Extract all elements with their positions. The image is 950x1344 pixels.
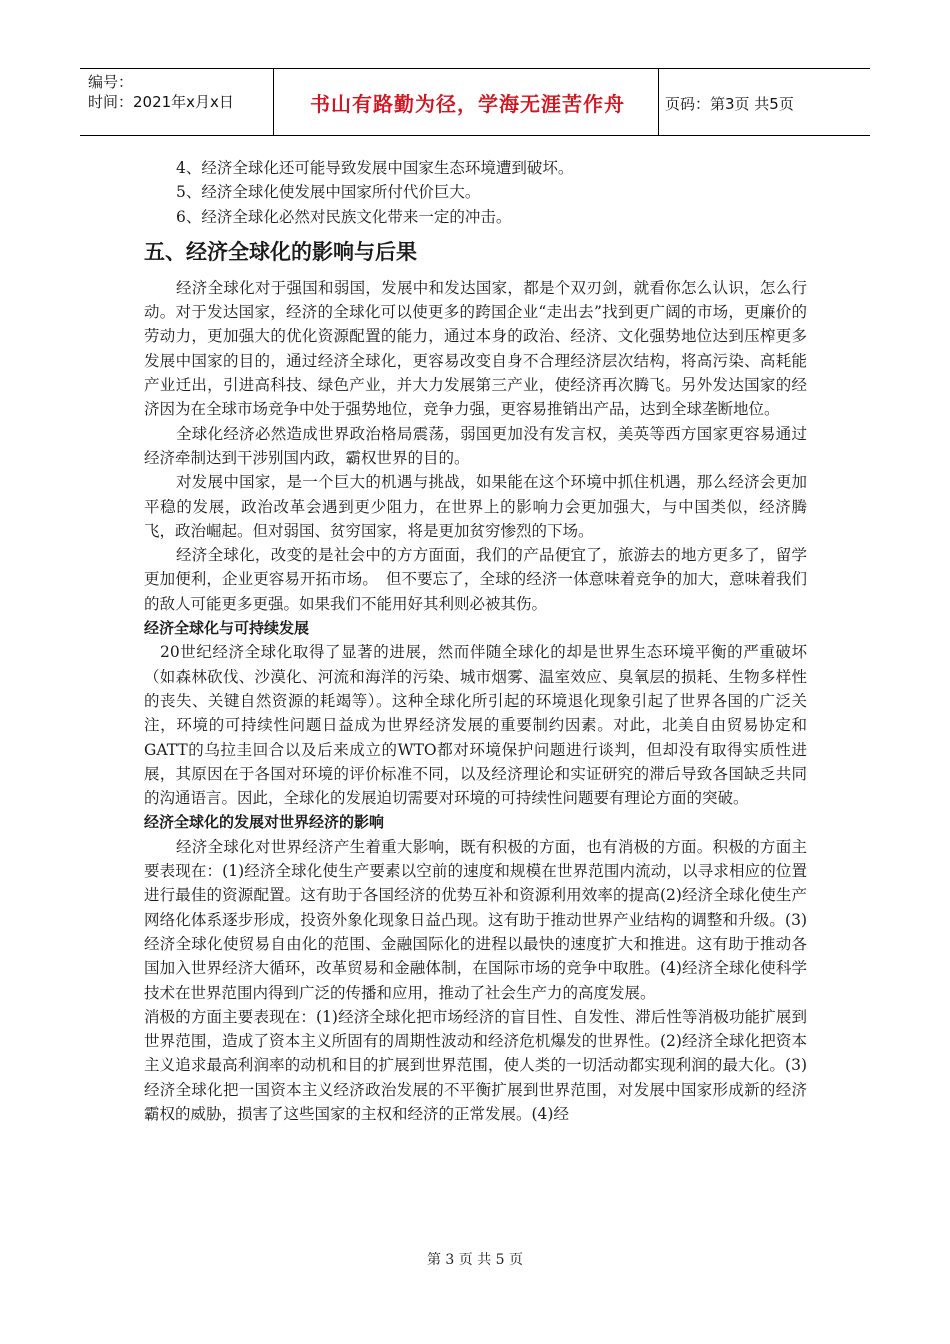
paragraph: 经济全球化对于强国和弱国，发展中和发达国家，都是个双刃剑，就看你怎么认识，怎么行动。对于发达国家，经济的全球化可以使更多的跨国企业“走出去”找到更广阔的市场，更廉价的劳动力，更加强大的优化资源配置的能力，通过本身的政治、经济、文化强势地位达到压榨更多发展中国家的目的，通过经济全球化，更容易改变自身不合理经济层次结构，将高污染、高耗能产业迁出，引进高科技、绿色产业，并大力发展第三产业，使经济再次腾飞。另外发达国家的经济因为在全球市场竞争中处于强势地位，竞争力强，更容易推销出产品，达到全球垄断地位。	[144, 278, 807, 419]
document-body	[144, 156, 807, 1126]
header-divider	[273, 69, 274, 135]
paragraph-sustainability: 20世纪经济全球化取得了显著的进展，然而伴随全球化的却是世界生态环境平衡的严重破坏（如森林砍伐、沙漠化、河流和海洋的污染、城市烟雾、温室效应、臭氧层的损耗、生物多样性的丧失、关键自然资源的耗竭等）。这种全球化所引起的环境退化现象引起了世界各国的广泛关注，环境的可持续性问题日益成为世界经济发展的重要制约因素。对此，北美自由贸易协定和GATT的乌拉圭回合以及后来成立的WTO都对环境保护问题进行谈判，但却没有取得实质性进展，其原因在于各国对环境的评价标准不同，以及经济理论和实证研究的滞后导致各国缺乏共同的沟通语言。因此，全球化的发展迫切需要对环境的可持续性问题要有理论方面的突破。	[144, 643, 807, 808]
section-heading: 五、经济全球化的影响与后果	[144, 239, 417, 264]
list-item: 4、经济全球化还可能导致发展中国家生态环境遭到破坏。	[176, 159, 574, 177]
header-meta	[88, 72, 234, 112]
list-item: 5、经济全球化使发展中国家所付代价巨大。	[176, 183, 481, 202]
page-header	[80, 68, 870, 136]
paragraph: 经济全球化，改变的是社会中的方方面面，我们的产品便宜了，旅游去的地方更多了，留学更加便利，企业更容易开拓市场。 但不要忘了，全球的经济一体意味着竞争的加大，意味着我们的敌人可能更多更强。如果我们不能用好其利则必被其伤。	[144, 546, 807, 613]
header-page-number: 页码：第3页 共5页	[665, 95, 794, 113]
document-date-label: 时间：2021年x月x日	[88, 93, 234, 111]
document-number-label: 编号：	[88, 73, 134, 91]
list-item: 6、经济全球化必然对民族文化带来一定的冲击。	[176, 207, 512, 226]
paragraph-negative-effects: 消极的方面主要表现在：(1)经济全球化把市场经济的盲目性、自发性、滞后性等消极功能扩展到世界范围，造成了资本主义所固有的周期性波动和经济危机爆发的世界性。(2)经济全球化把资本主义追求最高利润率的动机和目的扩展到世界范围，使人类的一切活动都实现利润的最大化。(3)经济全球化把一国资本主义经济政治发展的不平衡扩展到世界范围，对发展中国家形成新的经济霸权的威胁，损害了这些国家的主权和经济的正常发展。(4)经	[144, 1007, 807, 1123]
paragraph: 对发展中国家，是一个巨大的机遇与挑战，如果能在这个环境中抓住机遇，那么经济会更加平稳的发展，政治改革会遇到更少阻力，在世界上的影响力会更加强大，与中国类似，经济腾飞，政治崛起。但对弱国、贫穷国家，将是更加贫穷惨烈的下场。	[144, 473, 807, 540]
page-footer: 第 3 页 共 5 页	[426, 1252, 524, 1268]
subheading-sustainability: 经济全球化与可持续发展	[144, 619, 310, 638]
paragraph-positive-effects: 经济全球化对世界经济产生着重大影响，既有积极的方面，也有消极的方面。积极的方面主要表现在：(1)经济全球化使生产要素以空前的速度和规模在世界范围内流动，以寻求相应的位置进行最佳的资源配置。这有助于各国经济的优势互补和资源利用效率的提高(2)经济全球化使生产网络化体系逐步形成，投资外象化现象日益凸现。这有助于推动世界产业结构的调整和升级。(3)经济全球化使贸易自由化的范围、金融国际化的进程以最快的速度扩大和推进。这有助于推动各国加入世界经济大循环，改革贸易和金融体制，在国际市场的竞争中取胜。(4)经济全球化使科学技术在世界范围内得到广泛的传播和应用，推动了社会生产力的高度发展。	[144, 837, 807, 1002]
header-divider	[658, 69, 659, 135]
paragraph: 全球化经济必然造成世界政治格局震荡，弱国更加没有发言权，美英等西方国家更容易通过经济牵制达到干涉别国内政，霸权世界的目的。	[144, 424, 807, 467]
subheading-world-economy: 经济全球化的发展对世界经济的影响	[144, 813, 385, 832]
header-motto: 书山有路勤为径，学海无涯苦作舟	[310, 91, 625, 116]
